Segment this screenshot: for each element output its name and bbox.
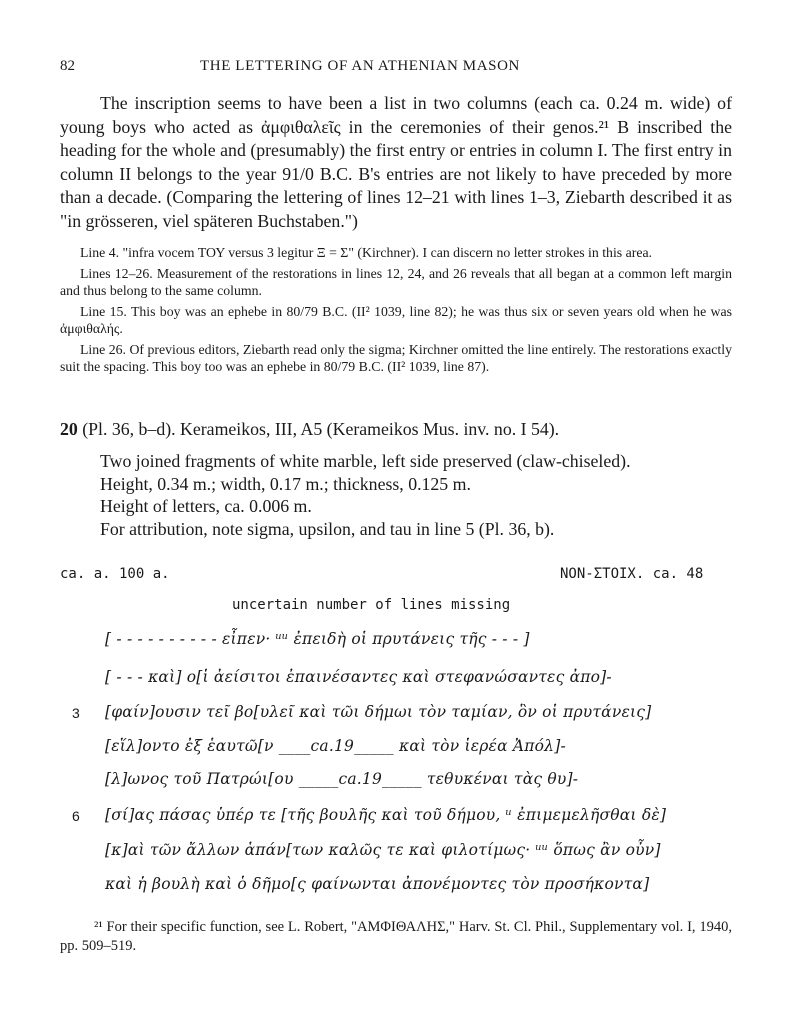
line-text: [ - - - - - - - - - - εἶπεν· ᵘᵘ ἐπειδὴ οἱ πρυτάνεις τῆς - - - ] — [105, 630, 530, 648]
line-text: καὶ ἡ βουλὴ καὶ ὁ δῆμο[ς φαίνωνται ἀπονέμοντες τὸν προσήκοντα] — [105, 875, 650, 893]
footnote-21: ²¹ For their specific function, see L. Robert, "ΑΜΦΙΘΑΛΗΣ," Harv. St. Cl. Phil., Supplementary vol. I, 1940, pp. 509–519. — [60, 919, 732, 954]
line-text: [εἵλ]οντο ἐξ ἑαυτῶ[ν ____ca.19_____ καὶ τὸν ἱερέα Ἀπόλ]- — [105, 737, 566, 755]
note-line-15: Line 15. This boy was an ephebe in 80/79 B.C. (II² 1039, line 82); he was thus six or seven years old when he was ἀμφιθαλής. — [60, 303, 732, 336]
line-text: [ - - - καὶ] ο[ἱ ἀείσιτοι ἐπαινέσαντες καὶ στεφανώσαντες ἀπο]- — [105, 668, 612, 686]
description-line: Height, 0.34 m.; width, 0.17 m.; thickness, 0.125 m. — [100, 473, 471, 494]
inscription-line — [60, 703, 740, 729]
inscription-date: ca. a. 100 a. — [60, 566, 170, 582]
line-number: 6 — [72, 808, 80, 824]
inscription-line — [60, 806, 740, 832]
inscription-line — [60, 841, 740, 867]
line-text: [φαίν]ουσιν τεῖ βο[υλεῖ καὶ τῶι δήμωι τὸν ταμίαν, ὃν οἱ πρυτάνεις] — [105, 703, 652, 721]
running-title: THE LETTERING OF AN ATHENIAN MASON — [200, 58, 520, 74]
entry-heading — [60, 418, 732, 441]
note-line-4: Line 4. "infra vocem ΤΟΥ versus 3 legitur Ξ = Σ" (Kirchner). I can discern no letter strokes in this area. — [80, 245, 653, 260]
inscription-line — [60, 875, 740, 901]
entry-number: 20 — [60, 419, 78, 439]
inscription-line — [60, 630, 740, 656]
inscription-line — [60, 770, 740, 796]
inscription-line — [60, 668, 740, 694]
intro-paragraph: The inscription seems to have been a list in two columns (each ca. 0.24 m. wide) of young boys who acted as ἀμφιθαλεῖς in the ceremonies of their genos.²¹ B inscribed the heading for the whole and (presumably) the first entry or entries in column I. The first entry in column II belongs to the year 91/0 B.C. B's entries are not likely to have preceded by more than a decade. (Comparing the lettering of lines 12–21 with lines 1–3, Ziebarth described it as "in grösseren, viel späteren Buchstaben.") — [60, 93, 732, 231]
running-header — [0, 58, 792, 80]
line-text: [λ]ωνος τοῦ Πατρώι[ου _____ca.19_____ τεθυκέναι τὰς θυ]- — [105, 770, 579, 788]
line-text: [σί]ας πάσας ὑπέρ τε [τῆς βουλῆς καὶ τοῦ δήμου, ᵘ ἐπιμεμελῆσθαι δὲ] — [105, 806, 667, 824]
description-line: Two joined fragments of white marble, left side preserved (claw-chiseled). — [100, 451, 631, 471]
inscription-line — [60, 737, 740, 763]
entry-description — [100, 450, 732, 540]
line-text: [κ]αὶ τῶν ἄλλων ἁπάν[των καλῶς τε καὶ φιλοτίμως· ᵘᵘ ὅπως ἂν οὖν] — [105, 841, 661, 859]
note-lines-12-26: Lines 12–26. Measurement of the restorations in lines 12, 24, and 26 reveals that all began at a common left margin and thus belong to the same column. — [60, 265, 732, 298]
lines-missing-note: uncertain number of lines missing — [232, 597, 511, 613]
line-number: 3 — [72, 705, 80, 721]
page-number: 82 — [60, 58, 75, 74]
description-line: Height of letters, ca. 0.006 m. — [100, 496, 312, 516]
entry-reference: (Pl. 36, b–d). Kerameikos, III, A5 (Kerameikos Mus. inv. no. I 54). — [82, 419, 560, 439]
apparatus-notes — [60, 244, 732, 379]
description-line: For attribution, note sigma, upsilon, and tau in line 5 (Pl. 36, b). — [100, 518, 555, 539]
inscription-stoich: NON-ΣΤΟΙΧ. ca. 48 — [560, 566, 704, 582]
note-line-26: Line 26. Of previous editors, Ziebarth read only the sigma; Kirchner omitted the line entirely. The restorations exactly suit the spacing. This boy too was an ephebe in 80/79 B.C. (II² 1039, line 87). — [60, 341, 732, 374]
